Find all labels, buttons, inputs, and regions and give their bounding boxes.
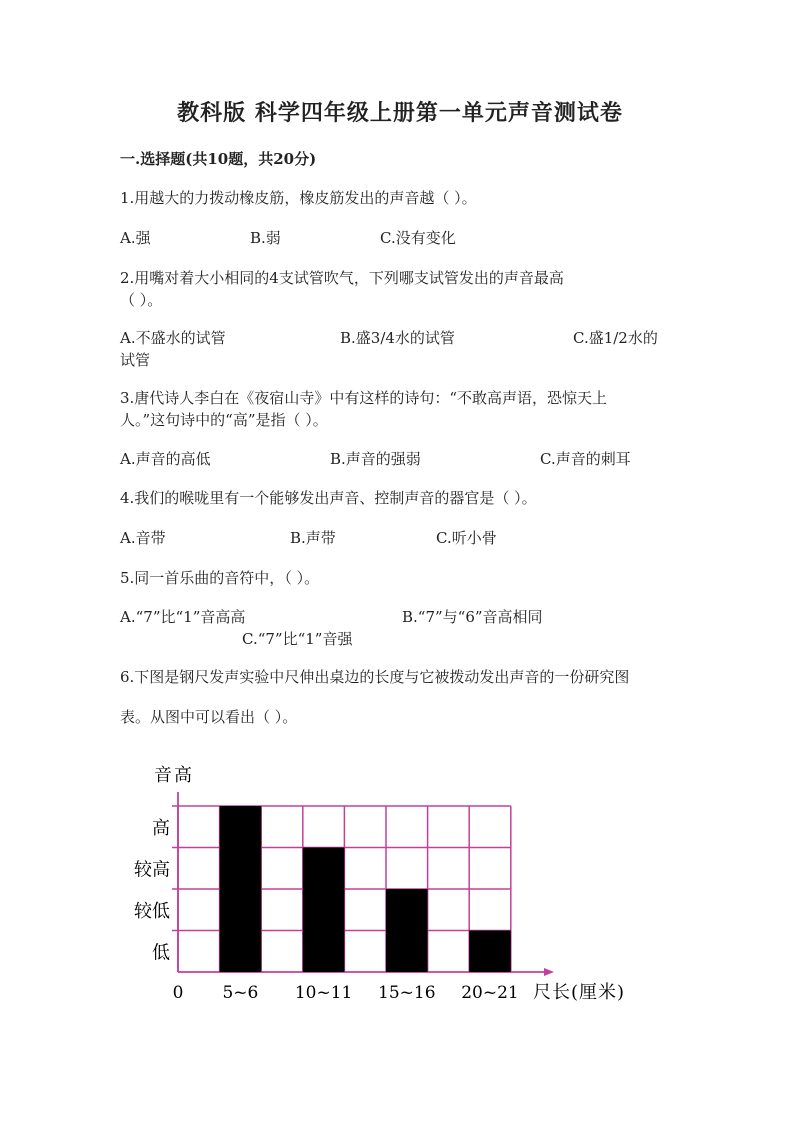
question-2-text-line2: （ ）。 (120, 291, 163, 309)
question-2-option-c: C.盛1/2水的 (573, 329, 658, 347)
question-2-option-c-wrap: 试管 (120, 351, 151, 369)
question-3-option-a: A.声音的高低 (120, 450, 211, 468)
question-5-text: 5.同一首乐曲的音符中，（ ）。 (120, 569, 320, 587)
question-4-option-c: C.听小骨 (436, 529, 497, 547)
section-heading: 一.选择题(共10题，共20分) (120, 150, 317, 168)
y-axis-title: 音高 (154, 765, 194, 786)
bar-5~6 (220, 806, 262, 972)
bar-15~16 (386, 889, 428, 972)
question-2-text-line1: 2.用嘴对着大小相同的4支试管吹气，下列哪支试管发出的声音最高 (120, 269, 564, 287)
y-level-label: 较高 (134, 859, 170, 881)
question-5-option-b: B.“7”与“6”音高相同 (402, 608, 543, 626)
x-axis-title: 尺长(厘米) (533, 982, 626, 1003)
origin-label: 0 (172, 983, 184, 1003)
question-3-option-b: B.声音的强弱 (330, 450, 421, 468)
question-3-text-line1: 3.唐代诗人李白在《夜宿山寺》中有这样的诗句：“不敢高声语，恐惊天上 (120, 389, 607, 407)
question-2-option-a: A.不盛水的试管 (120, 329, 226, 347)
y-level-label: 高 (152, 817, 170, 839)
x-tick-label: 5~6 (222, 983, 259, 1003)
question-6-text-line1: 6.下图是钢尺发声实验中尺伸出桌边的长度与它被拨动发出声音的一份研究图 (120, 668, 630, 686)
question-5-option-c: C.“7”比“1”音强 (242, 630, 353, 648)
question-2-option-b: B.盛3/4水的试管 (340, 329, 455, 347)
y-level-label: 低 (152, 942, 170, 964)
question-5-option-a: A.“7”比“1”音高高 (120, 608, 246, 626)
question-1-option-c: C.没有变化 (380, 229, 456, 247)
question-1-option-a: A.强 (120, 229, 151, 247)
question-3-option-c: C.声音的刺耳 (540, 450, 631, 468)
bar-10~11 (303, 848, 345, 973)
question-3-text-line2: 人。”这句诗中的“高”是指（ ）。 (120, 411, 328, 429)
question-1-text: 1.用越大的力拨动橡皮筋，橡皮筋发出的声音越（ ）。 (120, 189, 477, 207)
x-tick-label: 20~21 (461, 983, 519, 1003)
y-level-label: 较低 (134, 900, 170, 922)
x-tick-label: 10~11 (294, 983, 353, 1003)
bar-20~21 (469, 931, 511, 973)
question-4-text: 4.我们的喉咙里有一个能够发出声音、控制声音的器官是（ ）。 (120, 489, 537, 507)
question-6-text-line2: 表。从图中可以看出（ ）。 (120, 708, 298, 726)
x-axis-arrow (544, 968, 554, 976)
question-1-option-b: B.弱 (250, 229, 281, 247)
page-title: 教科版 科学四年级上册第一单元声音测试卷 (177, 100, 623, 126)
x-tick-label: 15~16 (378, 983, 436, 1003)
question-4-option-a: A.音带 (120, 529, 166, 547)
question-4-option-b: B.声带 (290, 529, 336, 547)
